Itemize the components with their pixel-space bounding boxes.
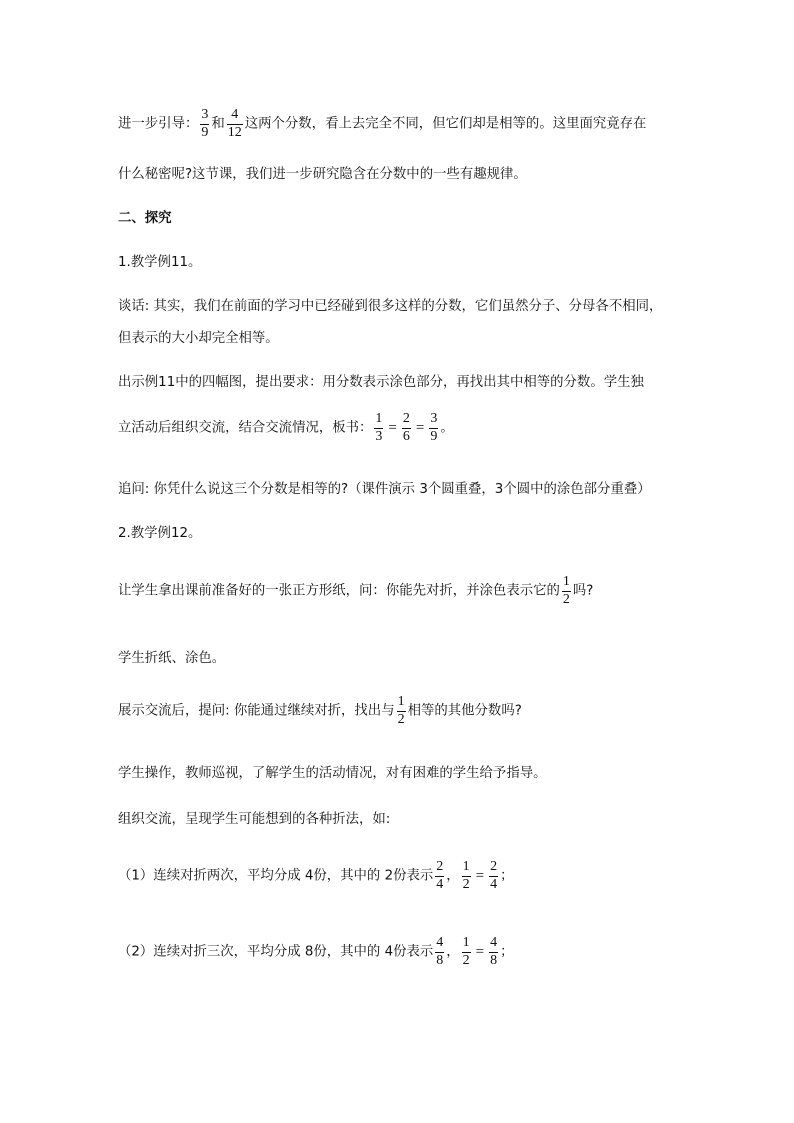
text: （2）连续对折三次，平均分成 8份，其中的 4份表示 [118, 944, 434, 960]
denominator: 4 [490, 876, 498, 892]
text: 立活动后组织交流，结合交流情况，板书： [118, 420, 373, 436]
text: ； [500, 868, 514, 884]
paragraph-operate: 学生操作，教师巡视，了解学生的活动情况，对有困难的学生给予指导。 [118, 766, 547, 781]
paragraph-guide-line2: 什么秘密呢?这节课，我们进一步研究隐含在分数中的一些有趣规律。 [118, 167, 527, 182]
text: 。 [440, 420, 454, 436]
numerator: 4 [489, 936, 498, 953]
paragraph-talk-line2: 但表示的大小却完全相等。 [118, 331, 279, 346]
numerator: 2 [489, 860, 498, 877]
paragraph-fold [118, 575, 593, 607]
case-1 [118, 860, 514, 892]
text: 进一步引导： [118, 116, 199, 132]
text: 相等的其他分数吗? [407, 703, 522, 719]
fraction [429, 412, 438, 444]
case-2 [118, 936, 514, 968]
fraction [200, 108, 209, 140]
numerator: 2 [435, 860, 444, 877]
text: 让学生拿出课前准备好的一张正方形纸，问：你能先对折，并涂色表示它的 [118, 583, 560, 599]
text: ， [446, 868, 460, 884]
numerator: 3 [200, 108, 209, 125]
denominator: 3 [375, 428, 383, 444]
denominator: 2 [562, 591, 570, 607]
numerator: 1 [562, 575, 571, 592]
equals-sign: = [475, 943, 485, 960]
denominator: 2 [462, 876, 470, 892]
text: 展示交流后，提问: 你能通过继续对折，找出与 [118, 703, 395, 719]
denominator: 12 [227, 124, 242, 140]
equals-sign: = [475, 867, 485, 884]
text: （1）连续对折两次，平均分成 4份，其中的 2份表示 [118, 868, 434, 884]
numerator: 1 [462, 860, 471, 877]
equals-sign: = [388, 419, 397, 436]
paragraph-organize: 组织交流，呈现学生可能想到的各种折法，如: [118, 812, 391, 827]
numerator: 2 [402, 412, 411, 429]
paragraph-guide-line1 [118, 108, 646, 140]
text: 和 [211, 116, 225, 132]
text: 吗? [572, 583, 594, 599]
denominator: 9 [430, 428, 438, 444]
paragraph-color: 学生折纸、涂色。 [118, 651, 226, 666]
item-example-12: 2.教学例12。 [118, 526, 202, 541]
fraction [402, 412, 411, 444]
numerator: 1 [397, 695, 406, 712]
fraction [489, 860, 498, 892]
text: ； [500, 944, 514, 960]
denominator: 2 [462, 952, 470, 968]
section-heading: 二、探究 [118, 211, 172, 226]
fraction [462, 936, 471, 968]
numerator: 4 [435, 936, 444, 953]
denominator: 2 [397, 711, 405, 727]
numerator: 1 [374, 412, 383, 429]
item-example-11: 1.教学例11。 [118, 255, 202, 270]
fraction [489, 936, 498, 968]
fraction [435, 936, 444, 968]
denominator: 8 [490, 952, 498, 968]
text: ， [446, 944, 460, 960]
paragraph-ask: 追问: 你凭什么说这三个分数是相等的?（课件演示 3个圆重叠，3个圆中的涂色部分重叠） [118, 482, 651, 497]
equals-sign: = [415, 419, 425, 436]
paragraph-exchange [118, 695, 522, 727]
fraction [562, 575, 571, 607]
paragraph-talk-line1: 谈话: 其实，我们在前面的学习中已经碰到很多这样的分数，它们虽然分子、分母各不相同， [118, 299, 663, 314]
fraction [462, 860, 471, 892]
numerator: 4 [227, 108, 243, 125]
denominator: 6 [402, 428, 410, 444]
numerator: 1 [462, 936, 471, 953]
fraction [397, 695, 406, 727]
denominator: 4 [436, 876, 444, 892]
denominator: 8 [436, 952, 444, 968]
denominator: 9 [201, 124, 209, 140]
paragraph-show-line2 [118, 412, 454, 444]
fraction [227, 108, 243, 140]
numerator: 3 [429, 412, 438, 429]
fraction [374, 412, 383, 444]
text: 这两个分数，看上去完全不同，但它们却是相等的。这里面究竟存在 [244, 116, 647, 132]
fraction [435, 860, 444, 892]
paragraph-show-line1: 出示例11中的四幅图，提出要求：用分数表示涂色部分，再找出其中相等的分数。学生独 [118, 375, 644, 390]
